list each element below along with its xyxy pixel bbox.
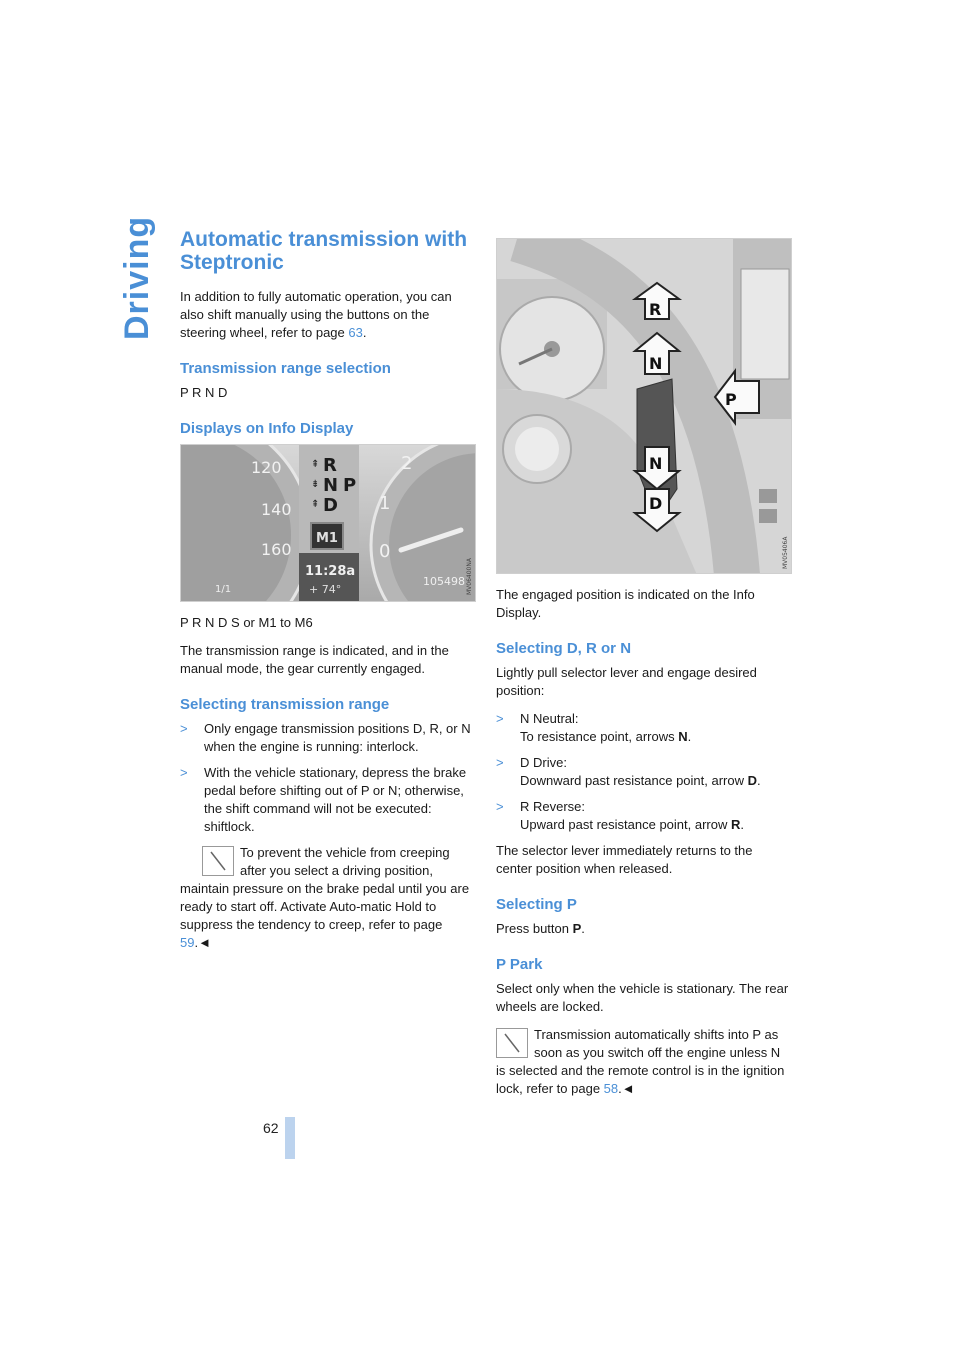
right-column (496, 228, 792, 1106)
arrow-n-up-label: N (649, 354, 663, 373)
svg-text:⇞: ⇞ (311, 459, 320, 470)
gauge-tick-0: 0 (379, 541, 391, 562)
display-letter-d: D (323, 495, 338, 516)
page-title: Automatic transmission with Steptronic (180, 228, 468, 274)
gauge-tick-1: 1 (379, 493, 391, 514)
page-number: 62 (263, 1120, 279, 1136)
info-display-image (181, 445, 476, 602)
figure-code-2: MV05406A (782, 536, 789, 569)
note-p-park: Transmission automatically shifts into P as soon as you switch off the engine unless N is selected and the remote control is in the ignition lock, refer to page 58.◄ (496, 1027, 785, 1096)
arrow-d-label: D (649, 494, 663, 513)
selecting-dnr-text: Lightly pull selector lever and engage desired position: (496, 665, 757, 698)
selecting-p-text: Press button P. (496, 921, 585, 936)
gauge-tick-160: 160 (261, 540, 292, 559)
display-clock: 11:28a (305, 564, 356, 579)
note-creep: To prevent the vehicle from creeping after you select a driving position, maintain pressure on the brake pedal until you are ready to start off. Activate Auto-matic Hold to suppress the tendency to creep, refer to page 59.◄ (180, 845, 470, 950)
info-display-caption: P R N D S or M1 to M6 (180, 615, 313, 630)
list-item: > Only engage transmission positions D, R, or N when the engine is running: interlock. (180, 721, 471, 754)
section-tab-label: Driving (118, 215, 156, 340)
display-trip: 1/1 (215, 584, 232, 595)
display-temp: + 74° (309, 583, 342, 596)
figure-code-1: MV06400NA (466, 558, 473, 595)
heading-range-selection: Transmission range selection (180, 360, 391, 377)
info-display-text: The transmission range is indicated, and in the manual mode, the gear currently engaged. (180, 643, 449, 676)
arrow-r-label: R (649, 300, 662, 319)
heading-p-park: P Park (496, 956, 543, 973)
display-letter-n: N (323, 475, 339, 496)
display-odometer: 105498 (423, 575, 465, 588)
section-tab (118, 215, 158, 340)
selecting-range-list (180, 720, 476, 952)
page-link-58[interactable]: 58 (603, 1081, 619, 1096)
gauge-tick-140: 140 (261, 500, 292, 519)
p-park-text: Select only when the vehicle is stationary. The rear wheels are locked. (496, 981, 789, 1014)
heading-selecting-dnr: Selecting D, R or N (496, 640, 632, 657)
selecting-dnr-list (496, 710, 792, 834)
gauge-tick-120: 120 (251, 458, 282, 477)
page-link-59[interactable]: 59 (180, 935, 195, 950)
svg-text:⇞: ⇞ (311, 499, 320, 510)
page-bar (285, 1117, 295, 1159)
selector-lever-image (497, 239, 792, 574)
display-gear: M1 (316, 531, 338, 546)
info-display-figure (180, 444, 476, 602)
note-arrow-icon (202, 846, 234, 876)
list-item: > R Reverse: Upward past resistance point, arrow R. (496, 799, 744, 832)
selecting-dnr-after: The selector lever immediately returns to the center position when released. (496, 843, 753, 876)
list-item: > D Drive: Downward past resistance point, arrow D. (496, 755, 761, 788)
gauge-tick-2: 2 (401, 453, 413, 474)
arrow-n-down-label: N (649, 454, 663, 473)
engaged-text: The engaged position is indicated on the Info Display. (496, 587, 755, 620)
display-letter-p: P (343, 475, 357, 496)
display-letter-r: R (323, 455, 337, 476)
note-arrow-icon (496, 1028, 528, 1058)
selector-lever-figure (496, 238, 792, 574)
intro-paragraph: In addition to fully automatic operation, you can also shift manually using the buttons on the steering wheel, refer to page 63. (180, 289, 452, 340)
list-item: > N Neutral: To resistance point, arrows N. (496, 711, 692, 744)
left-column (180, 228, 476, 960)
heading-selecting-range: Selecting transmission range (180, 696, 390, 713)
range-selection-text: P R N D (180, 385, 228, 400)
page-link-63[interactable]: 63 (348, 325, 363, 340)
svg-text:⇟: ⇟ (311, 479, 320, 490)
list-item: > With the vehicle stationary, depress the brake pedal before shifting out of P or N; otherwise, the shift command will not be executed: shiftlock. To prevent the vehicle from creeping after you select a driving position, maintain pressure on the brake pedal until you are ready to start off. Activate Auto-matic Hold to suppress the tendency to creep, refer to page 59.◄ (180, 764, 476, 952)
heading-selecting-p: Selecting P (496, 896, 577, 913)
arrow-p-label: P (725, 390, 737, 409)
heading-info-display: Displays on Info Display (180, 420, 354, 437)
